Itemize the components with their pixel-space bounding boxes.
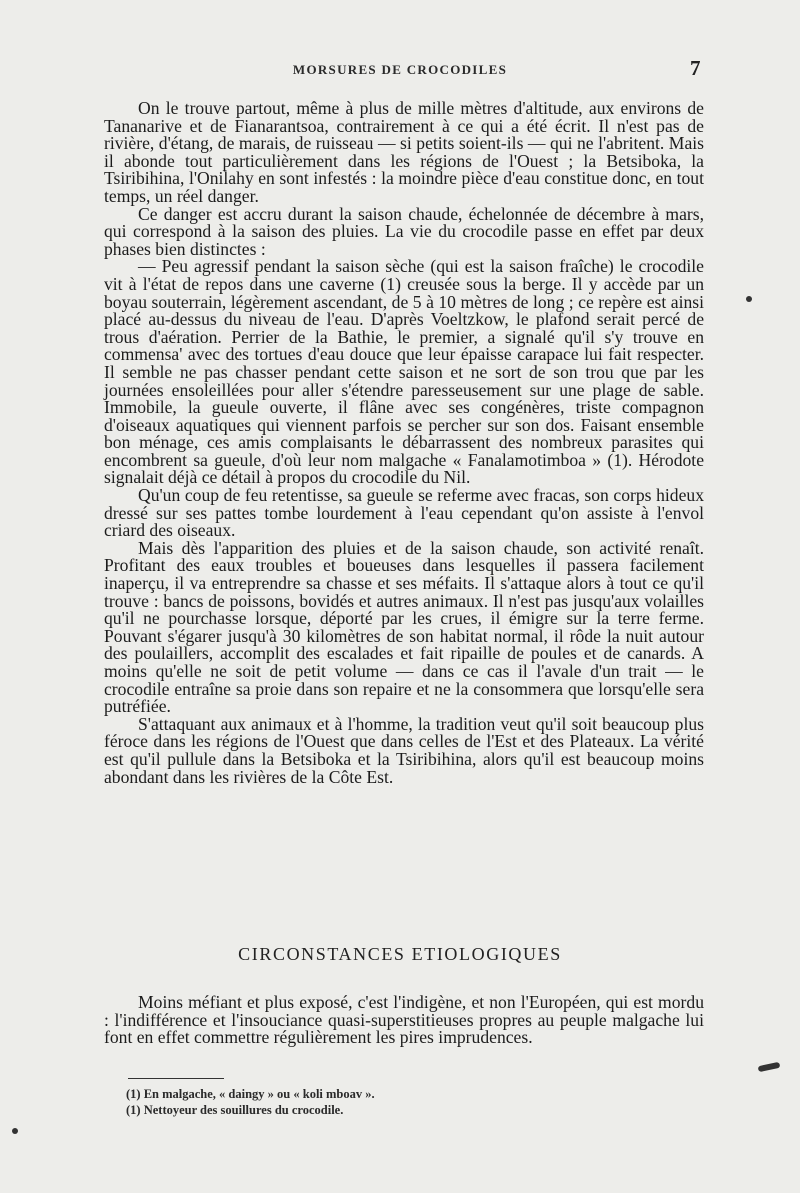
running-title: MORSURES DE CROCODILES bbox=[292, 62, 508, 77]
ink-speck bbox=[12, 1128, 18, 1134]
paragraph: Mais dès l'apparition des pluies et de la saison chaude, son activité renaît. Profitant des eaux troubles et boueuses dans lesquelles il passera facilement inaperçu, il va entreprendre sa chasse et ses méfaits. Il s'attaque alors à tout ce qu'il trouve : bancs de poissons, bovidés et autres animaux. Il n'est pas jusqu'aux volailles qu'il ne pourchasse lorsque, déporté par les crues, il émigre sur la terre ferme. Pouvant s'égarer jusqu'à 30 kilomètres de son habitat normal, il rôde la nuit autour des poulaillers, accomplit des escalades et fait ripaille de poules et de canards. A moins qu'elle ne soit de petit volume — dans ce cas il l'avale d'un trait — le crocodile entraîne sa proie dans son repaire et ne la consommera que lorsqu'elle sera putréfiée. bbox=[104, 537, 704, 717]
paragraph: On le trouve partout, même à plus de mille mètres d'altitude, aux environs de Tananarive et de Fianarantsoa, contrairement à ce qui a été écrit. Il n'est pas de rivière, d'étang, de marais, de ruisseau — si petits soient-ils — qui ne l'abritent. Mais il abonde tout particulièrement dans les régions de l'Ouest ; la Betsiboka, la Tsiribihina, l'Onilahy en sont infestés : la moindre pièce d'eau constitue donc, en tout temps, un réel danger. bbox=[104, 98, 704, 206]
main-text bbox=[104, 100, 704, 786]
paragraph: S'attaquant aux animaux et à l'homme, la tradition veut qu'il soit beaucoup plus féroce dans les régions de l'Ouest que dans celles de l'Est et des Plateaux. La vérité est qu'il pullule dans la Betsiboka et la Tsiribihina, alors qu'il est beaucoup moins abondant dans les rivières de la Côte Est. bbox=[104, 713, 704, 787]
footnote: (1) En malgache, « daingy » ou « koli mboav ». bbox=[126, 1087, 375, 1101]
footnote-divider bbox=[128, 1078, 224, 1079]
paragraph: Qu'un coup de feu retentisse, sa gueule se referme avec fracas, son corps hideux dressé sur ses pattes tombe lourdement à l'eau cependant qu'on assiste à l'envol criard des oiseaux. bbox=[104, 485, 704, 541]
paragraph: Moins méfiant et plus exposé, c'est l'indigène, et non l'Européen, qui est mordu : l'indifférence et l'insouciance quasi-superstitieuses propres au peuple malgache lui font en effet commettre régulièrement les pires imprudences. bbox=[104, 992, 704, 1048]
footnote: (1) Nettoyeur des souillures du crocodile. bbox=[126, 1103, 344, 1117]
footnotes bbox=[126, 1086, 686, 1118]
section-heading: CIRCONSTANCES ETIOLOGIQUES bbox=[238, 944, 562, 964]
page-number: 7 bbox=[690, 56, 701, 80]
ink-speck bbox=[746, 296, 752, 302]
paragraph: Ce danger est accru durant la saison chaude, échelonnée de décembre à mars, qui correspond à la saison des pluies. La vie du crocodile passe en effet par deux phases bien distinctes : bbox=[104, 203, 704, 259]
paragraph: — Peu agressif pendant la saison sèche (qui est la saison fraîche) le crocodile vit à l'état de repos dans une caverne (1) creusée sous la berge. Il y accède par un boyau souterrain, légèrement ascendant, de 5 à 10 mètres de long ; ce repère est ainsi placé au-dessus du niveau de l'eau. D'après Voeltzkow, le plafond serait percé de trous d'aération. Perrier de la Bathie, le premier, a signalé qu'il s'y trouve en commensa' avec des tortues d'eau douce que leur épaisse carapace lui fait respecter. Il semble ne pas chasser pendant cette saison et ne sort de son trou que par les journées ensoleillées pour aller s'étendre paresseusement sur une plage de sable. Immobile, la gueule ouverte, il flâne avec ses congénères, triste compagnon d'oiseaux aquatiques qui viennent parfois se percher sur son dos. Faisant ensemble bon ménage, ces amis complaisants le débarrassent des nombreux parasites qui encombrent sa gueule, d'où leur nom malgache « Fanalamotimboa » (1). Hérodote signalait déjà ce détail à propos du crocodile du Nil. bbox=[104, 256, 704, 488]
ink-speck bbox=[758, 1062, 781, 1072]
section-text bbox=[104, 994, 704, 1047]
